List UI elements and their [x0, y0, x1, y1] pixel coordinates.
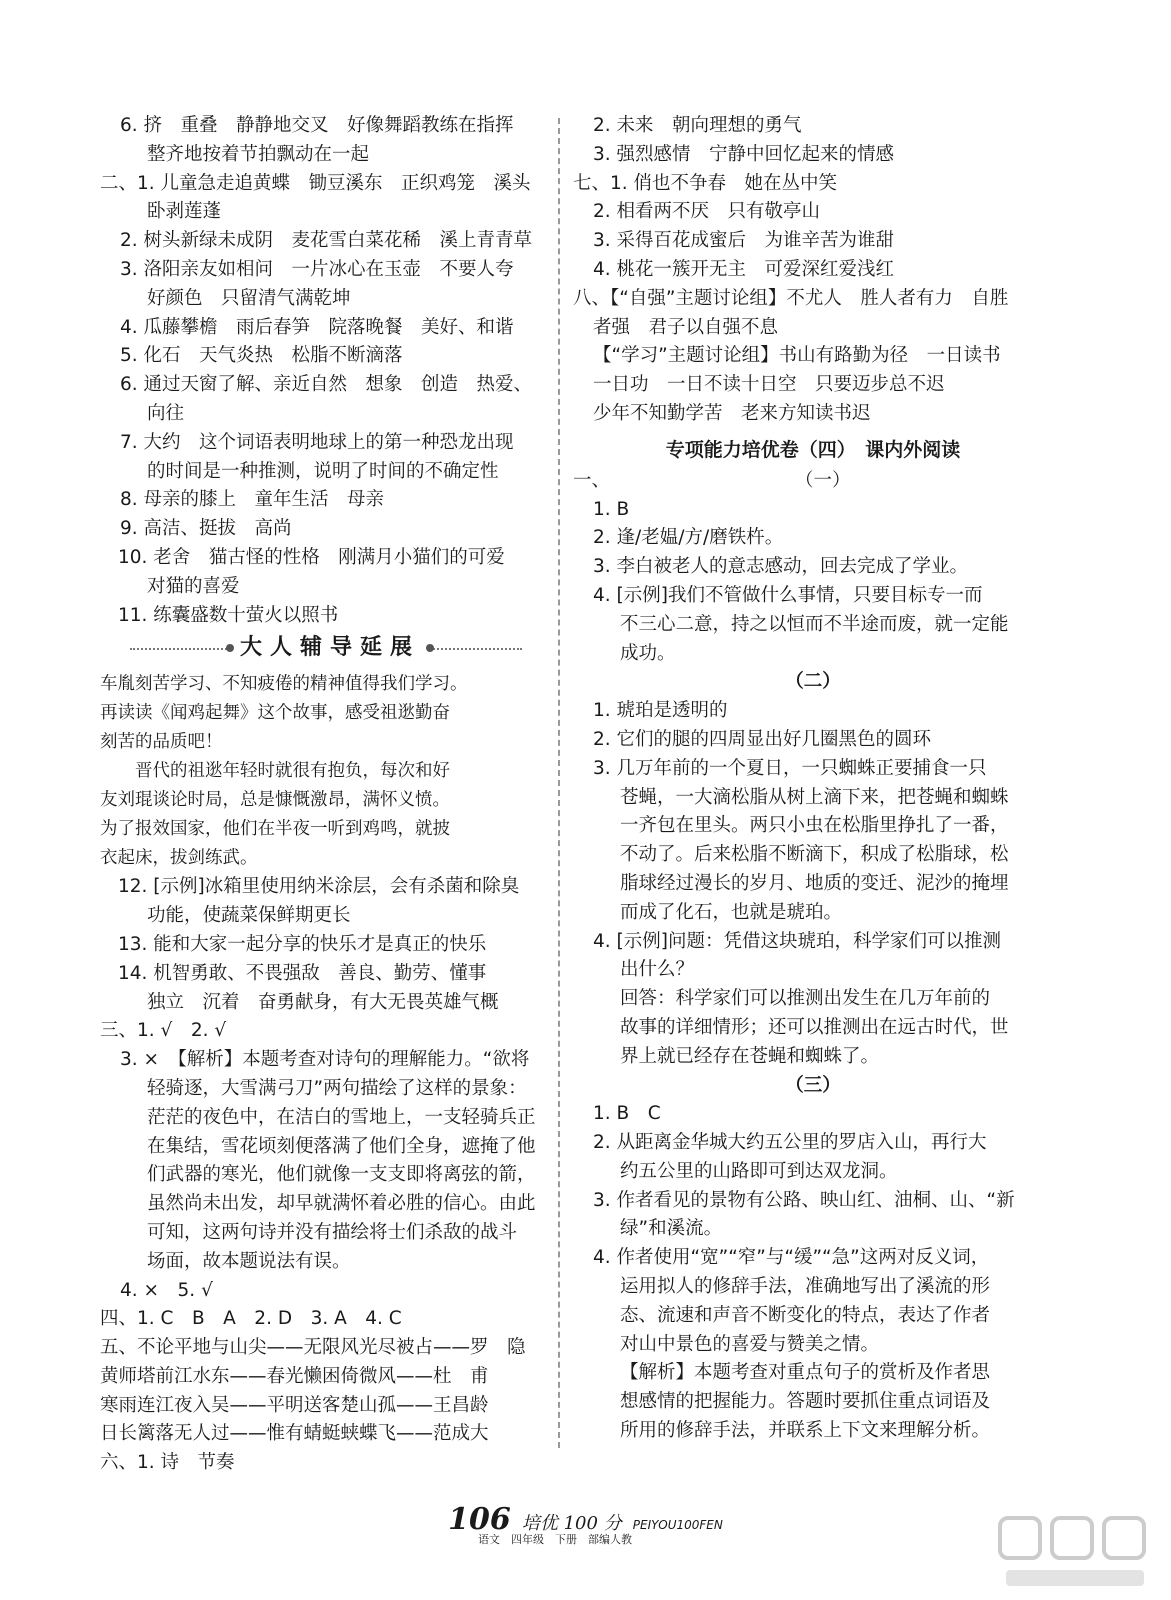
extension-header — [100, 630, 546, 670]
answer-line: 约五公里的山路即可到达双龙洞。 — [620, 1160, 898, 1182]
answer-line: 一日功 一日不读十日空 只要迈步总不迟 — [593, 374, 945, 396]
answer-line: 2. 逢/老媪/方/磨铁杵。 — [593, 527, 784, 549]
right-column — [573, 112, 1053, 1446]
answer-line: 3. 几万年前的一个夏日，一只蜘蛛正要捕食一只 — [593, 757, 987, 779]
answer-line: 一、 （一） — [573, 469, 851, 491]
answer-line: 故事的详细情形；还可以推测出在远古时代，世 — [620, 1016, 1009, 1038]
answer-line: 黄师塔前江水东——春光懒困倚微风——杜 甫 — [100, 1365, 489, 1387]
extension-line: 友刘琨谈论时局，总是慷慨激昂，满怀义愤。 — [100, 790, 450, 811]
answer-line: 好颜色 只留清气满乾坤 — [147, 287, 351, 309]
answer-line: 6. 挤 重叠 静静地交叉 好像舞蹈教练在指挥 — [120, 115, 514, 136]
answer-line: 1. 琥珀是透明的 — [593, 700, 728, 722]
answer-line: 2. 未来 朝向理想的勇气 — [593, 115, 802, 136]
answer-line: 对猫的喜爱 — [147, 575, 240, 597]
answer-line: 3. 洛阳亲友如相问 一片冰心在玉壶 不要人夸 — [120, 258, 514, 280]
answer-line: 2. 树头新绿未成阴 麦花雪白菜花稀 溪上青青草 — [120, 230, 533, 252]
watermark-logo-icon — [996, 1512, 1151, 1592]
answer-line: 4. 瓜藤攀檐 雨后春笋 院落晚餐 美好、和谐 — [120, 316, 514, 338]
answer-line: 五、不论平地与山尖——无限风光尽被占——罗 隐 — [100, 1337, 526, 1359]
answer-line: 们武器的寒光，他们就像一支支即将离弦的箭， — [147, 1164, 536, 1186]
answer-line: 脂球经过漫长的岁月、地质的变迁、泥沙的掩埋 — [620, 872, 1009, 894]
right-answers — [573, 112, 1053, 429]
answer-line: 成功。 — [620, 642, 676, 664]
extension-line: 衣起床，拔剑练武。 — [100, 848, 258, 869]
answer-line: 4. 作者使用“宽”“窄”与“缓”“急”这两对反义词， — [593, 1247, 990, 1269]
answer-line: 七、1. 俏也不争春 她在丛中笑 — [573, 172, 838, 194]
answer-line: 1. B C — [593, 1103, 661, 1125]
answer-line: 虽然尚未出发，却早就满怀着必胜的信心。由此 — [147, 1193, 536, 1215]
answer-line: 7. 大约 这个词语表明地球上的第一种恐龙出现 — [120, 431, 514, 453]
answer-line: 想感情的把握能力。答题时要抓住重点词语及 — [620, 1391, 991, 1413]
answer-line: 10. 老舍 猫古怪的性格 刚满月小猫们的可爱 — [118, 546, 505, 568]
answer-line: 寒雨连江夜入吴——平明送客楚山孤——王昌龄 — [100, 1394, 489, 1416]
answer-line: 功能，使蔬菜保鲜期更长 — [147, 905, 351, 927]
answer-line: 轻骑逐，大雪满弓刀”两句描绘了这样的景象： — [147, 1077, 527, 1099]
answer-line: 态、流速和声音不断变化的特点，表达了作者 — [620, 1304, 991, 1326]
answer-line: （三） — [785, 1074, 841, 1096]
answer-line: 可知，这两句诗并没有描绘将士们杀敌的战斗 — [147, 1221, 518, 1243]
answer-line: 场面，故本题说法有误。 — [147, 1250, 351, 1272]
answer-line: 14. 机智勇敢、不畏强敌 善良、勤劳、懂事 — [118, 962, 487, 984]
answer-line: 3. 采得百花成蜜后 为谁辛苦为谁甜 — [593, 230, 895, 252]
answer-line: 不三心二意，持之以恒而不半途而废，就一定能 — [620, 613, 1009, 635]
book-info: 语文 四年级 下册 部编人教 — [478, 1533, 632, 1546]
column-divider — [558, 118, 560, 1448]
answer-line: 2. 它们的腿的四周显出好几圈黑色的圆环 — [593, 728, 932, 750]
left-answers-continued — [100, 873, 546, 1478]
section-title: 专项能力培优卷（四） 课内外阅读 — [665, 438, 961, 461]
brand-name: 培优 100 分 — [521, 1513, 622, 1534]
answer-line: 3. 作者看见的景物有公路、映山红、油桐、山、“新 — [593, 1189, 1015, 1211]
answer-line: 而成了化石，也就是琥珀。 — [620, 901, 843, 923]
answer-line: 9. 高洁、挺拔 高尚 — [120, 518, 292, 540]
answer-line: 【解析】本题考查对重点句子的赏析及作者思 — [620, 1362, 991, 1384]
answer-line: 11. 练囊盛数十萤火以照书 — [118, 604, 339, 626]
answer-line: 苍蝇，一大滴松脂从树上滴下来，把苍蝇和蜘蛛 — [620, 786, 1009, 808]
answer-line: 4. 桃花一簇开无主 可爱深红爱浅红 — [593, 258, 895, 280]
answer-line: 二、1. 儿童急走追黄蝶 锄豆溪东 正织鸡笼 溪头 — [100, 172, 531, 194]
answer-line: 界上就已经存在苍蝇和蜘蛛了。 — [620, 1045, 880, 1067]
answer-line: 独立 沉着 奋勇献身，有大无畏英雄气概 — [147, 991, 499, 1013]
answer-line: 三、1. √ 2. √ — [100, 1020, 227, 1042]
answer-line: 出什么？ — [620, 959, 695, 981]
extension-line: 刻苦的品质吧！ — [100, 732, 223, 753]
answer-line: 茫茫的夜色中，在洁白的雪地上，一支轻骑兵正 — [147, 1106, 536, 1128]
answer-line: 4. [示例]我们不管做什么事情，只要目标专一而 — [593, 584, 983, 606]
answer-line: 5. 化石 天气炎热 松脂不断滴落 — [120, 345, 403, 367]
answer-line: 整齐地按着节拍飘动在一起 — [147, 143, 370, 165]
left-column — [100, 112, 546, 1478]
answer-line: 日长篱落无人过——惟有蜻蜓蛱蝶飞——范成大 — [100, 1423, 489, 1445]
answer-line: 12. [示例]冰箱里使用纳米涂层，会有杀菌和除臭 — [118, 876, 520, 898]
answer-line: 所用的修辞手法，并联系上下文来理解分析。 — [620, 1420, 991, 1442]
answer-line: 向往 — [147, 402, 185, 424]
answer-line: 13. 能和大家一起分享的快乐才是真正的快乐 — [118, 933, 487, 955]
answer-line: 8. 母亲的膝上 童年生活 母亲 — [120, 489, 385, 511]
answer-line: 者强 君子以自强不息 — [593, 316, 779, 338]
extension-text — [100, 670, 546, 873]
extension-title: 大人辅导延展 — [230, 630, 430, 666]
answer-line: 【“学习”主题讨论组】书山有路勤为径 一日读书 — [593, 345, 1001, 367]
answer-line: 2. 从距离金华城大约五公里的罗店入山，再行大 — [593, 1132, 987, 1154]
answer-line: 4. [示例]问题：凭借这块琥珀，科学家们可以推测 — [593, 930, 1001, 952]
extension-line: 再读读《闻鸡起舞》这个故事，感受祖逖勤奋 — [100, 703, 450, 724]
answer-line: 运用拟人的修辞手法，准确地写出了溪流的形 — [620, 1276, 991, 1298]
answer-line: 少年不知勤学苦 老来方知读书迟 — [593, 402, 871, 424]
answer-line: （二） — [785, 671, 841, 693]
page-number: 106 — [448, 1502, 511, 1537]
answer-line: 四、1. C B A 2. D 3. A 4. C — [100, 1308, 402, 1330]
brand-english: PEIYOU100FEN — [632, 1518, 723, 1532]
extension-line: 车胤刻苦学习、不知疲倦的精神值得我们学习。 — [100, 674, 468, 695]
answer-line: 回答：科学家们可以推测出发生在几万年前的 — [620, 988, 991, 1010]
answer-line: 3. 强烈感情 宁静中回忆起来的情感 — [593, 143, 895, 165]
answer-line: 六、1. 诗 节奏 — [100, 1452, 235, 1474]
answer-line: 一齐包在里头。两只小虫在松脂里挣扎了一番， — [620, 815, 1009, 837]
answer-line: 4. × 5. √ — [120, 1279, 213, 1301]
answer-line: 不动了。后来松脂不断滴下，积成了松脂球，松 — [620, 844, 1009, 866]
answer-line: 卧剥莲蓬 — [147, 201, 222, 223]
answer-line: 3. 李白被老人的意志感动，回去完成了学业。 — [593, 556, 969, 578]
answer-line: 的时间是一种推测，说明了时间的不确定性 — [147, 460, 499, 482]
answer-line: 2. 相看两不厌 只有敬亭山 — [593, 201, 821, 223]
answer-line: 绿”和溪流。 — [620, 1218, 723, 1240]
answer-line: 对山中景色的喜爱与赞美之情。 — [620, 1333, 880, 1355]
answer-line: 八、【“自强”主题讨论组】不尤人 胜人者有力 自胜 — [573, 287, 1009, 309]
extension-line: 为了报效国家，他们在半夜一听到鸡鸣，就披 — [100, 819, 450, 840]
answer-line: 1. B — [593, 498, 630, 520]
answer-line: 在集结，雪花顷刻便落满了他们全身，遮掩了他 — [147, 1135, 536, 1157]
extension-line: 晋代的祖逖年轻时就很有抱负，每次和好 — [100, 761, 450, 782]
answer-line: 6. 通过天窗了解、亲近自然 想象 创造 热爱、 — [120, 374, 533, 396]
left-answers — [100, 112, 546, 630]
reading-answers — [573, 467, 1053, 1446]
answer-line: 3. × 【解析】本题考查对诗句的理解能力。“欲将 — [120, 1049, 530, 1071]
